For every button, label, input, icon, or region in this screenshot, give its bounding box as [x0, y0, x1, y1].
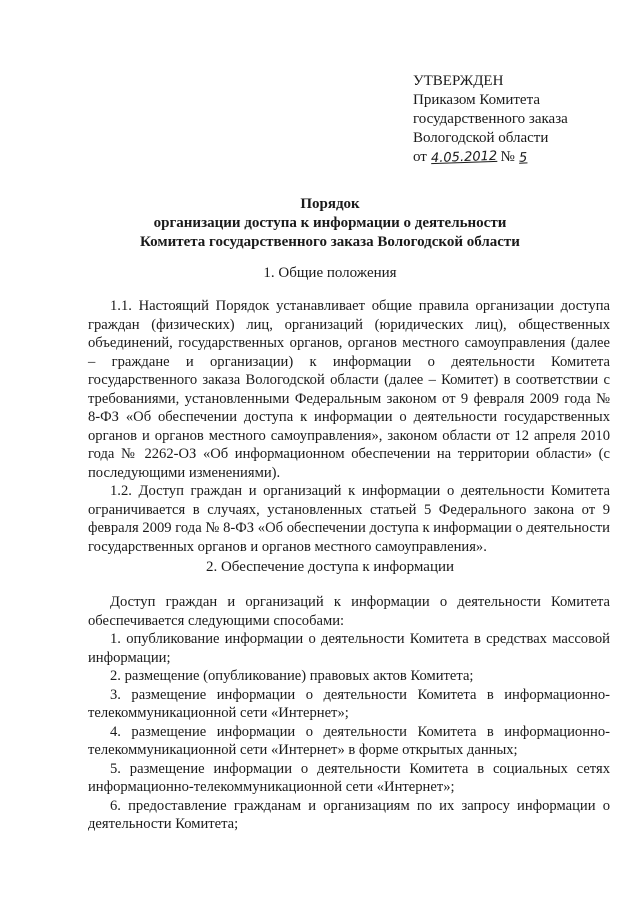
- title-line: Комитета государственного заказа Вологодской области: [140, 234, 520, 250]
- title-line: организации доступа к информации о деятельности: [153, 215, 507, 231]
- list-item: 2. размещение (опубликование) правовых актов Комитета;: [110, 668, 474, 684]
- approval-line: государственного заказа: [413, 111, 568, 127]
- approval-stamp: [413, 72, 568, 167]
- date-prefix: от: [413, 149, 427, 165]
- section-2-intro: Доступ граждан и организаций к информации о деятельности Комитета обеспечивается следующими способами:: [88, 594, 610, 629]
- list-item: 1. опубликование информации о деятельности Комитета в средствах массовой информации;: [88, 631, 610, 666]
- section-1-heading: 1. Общие положения: [263, 265, 397, 281]
- approval-date-line: [413, 148, 568, 167]
- approval-title: УТВЕРЖДЕН: [413, 73, 504, 89]
- document-title: [60, 195, 600, 252]
- paragraph-1-2: 1.2. Доступ граждан и организаций к информации о деятельности Комитета ограничивается в случаях, установленных статьей 5 Федерального закона от 9 февраля 2009 года № 8-ФЗ «Об обеспечении доступа к информации о деятельности государственных органов и органов местного самоуправления».: [88, 483, 610, 555]
- paragraph-1-1: 1.1. Настоящий Порядок устанавливает общие правила организации доступа граждан (физических) лиц, организаций (юридических лиц), общественных объединений, государственных органов, органов местного самоуправления (далее – граждане и организации) к информации о деятельности Комитета государственного заказа Вологодской области (далее – Комитет) в соответствии с требованиями, установленными Федеральным законом от 9 февраля 2009 года № 8-ФЗ «Об обеспечении доступа к информации о деятельности государственных органов и органов местного самоуправления», законом области от 12 апреля 2010 года № 2262-ОЗ «Об информационном обеспечении на территории области» (с последующими изменениями).: [88, 298, 610, 481]
- section-2-heading: 2. Обеспечение доступа к информации: [205, 559, 455, 575]
- handwritten-date: 4.05.2012: [430, 148, 498, 167]
- number-sign: №: [500, 149, 515, 165]
- approval-line: Приказом Комитета: [413, 92, 540, 108]
- section-2-body: [88, 593, 610, 834]
- list-item: 4. размещение информации о деятельности Комитета в информационно-телекоммуникационной сети «Интернет» в форме открытых данных;: [88, 723, 610, 758]
- approval-line: Вологодской области: [413, 130, 549, 146]
- section-1-body: [88, 297, 610, 556]
- list-item: 5. размещение информации о деятельности Комитета в социальных сетях информационно-телекоммуникационной сети «Интернет»;: [88, 760, 610, 795]
- title-line: Порядок: [300, 196, 360, 212]
- list-item: 6. предоставление гражданам и организациям по их запросу информации о деятельности Комитета;: [88, 797, 610, 832]
- list-item: 3. размещение информации о деятельности Комитета в информационно-телекоммуникационной сети «Интернет»;: [88, 686, 610, 721]
- handwritten-number: 5: [518, 150, 528, 166]
